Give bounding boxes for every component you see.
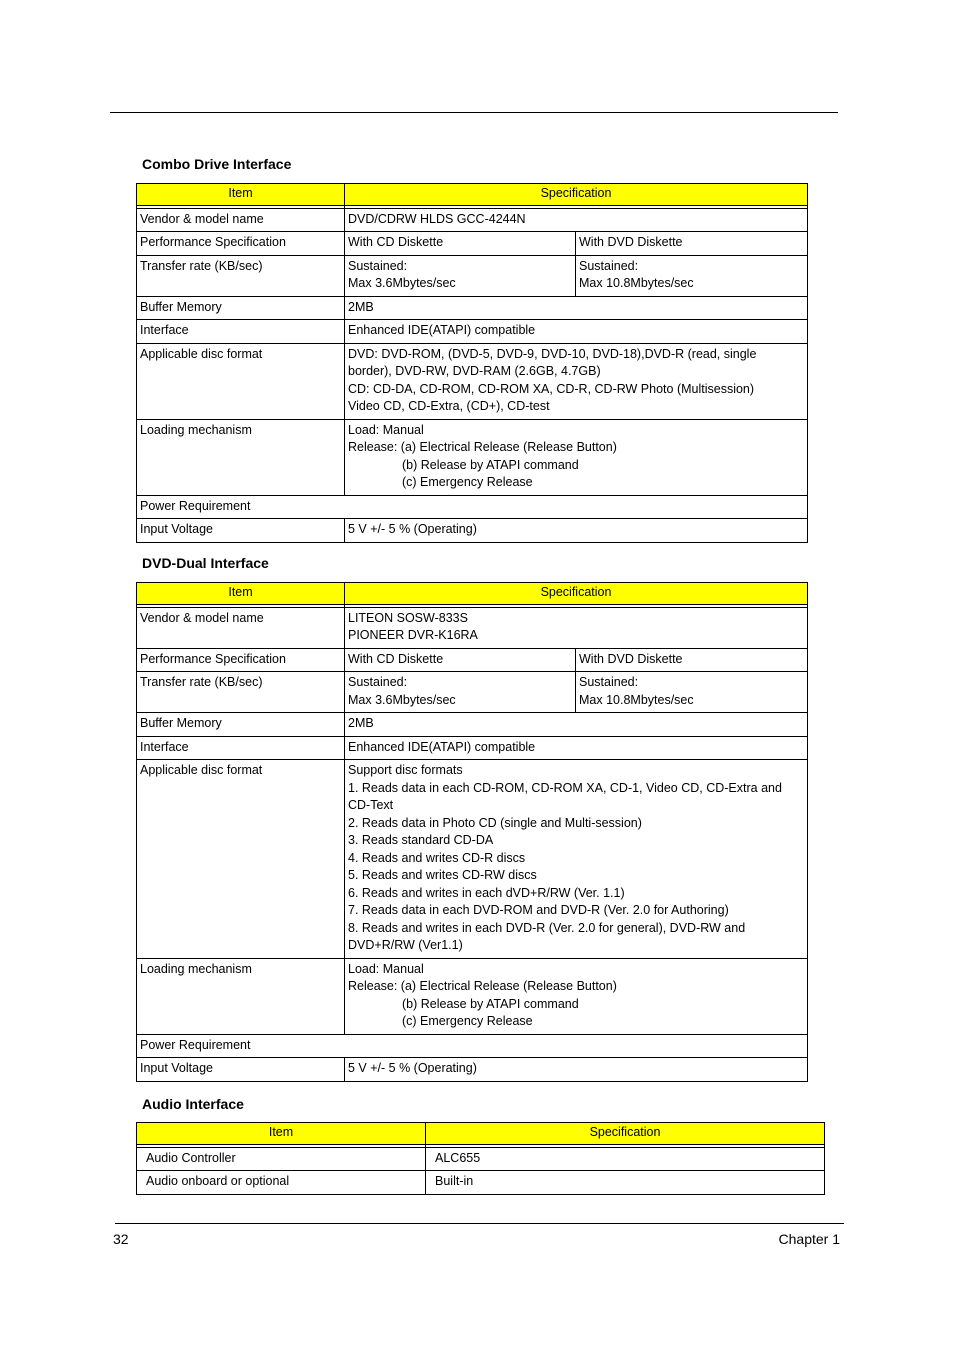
row-label: Performance Specification xyxy=(137,232,345,256)
row-value-cd: With CD Diskette xyxy=(345,232,576,256)
table-row xyxy=(137,607,808,648)
row-value: Enhanced IDE(ATAPI) compatible xyxy=(345,736,808,760)
table-header-row xyxy=(137,1123,825,1145)
table-row xyxy=(137,296,808,320)
table-row xyxy=(137,736,808,760)
combo-drive-table xyxy=(136,183,808,543)
row-value: Load: Manual Release: (a) Electrical Release (Release Button) (b) Release by ATAPI command (c) Emergency Release xyxy=(345,958,808,1034)
row-label: Buffer Memory xyxy=(137,296,345,320)
row-label: Power Requirement xyxy=(137,1034,808,1058)
row-label: Loading mechanism xyxy=(137,958,345,1034)
table-row xyxy=(137,343,808,419)
row-label: Vendor & model name xyxy=(137,208,345,232)
footer-rule xyxy=(115,1223,844,1224)
chapter-label: Chapter 1 xyxy=(778,1231,840,1247)
row-label: Applicable disc format xyxy=(137,760,345,959)
header-specification: Specification xyxy=(345,184,808,206)
row-value: DVD: DVD-ROM, (DVD-5, DVD-9, DVD-10, DVD-18),DVD-R (read, single border), DVD-RW, DVD-RAM (2.6GB, 4.7GB) CD: CD-DA, CD-ROM, CD-ROM XA, CD-R, CD-RW Photo (Multisession) Video CD, CD-Extra, (CD+), CD-test xyxy=(345,343,808,419)
row-value: 5 V +/- 5 % (Operating) xyxy=(345,1058,808,1082)
table-row xyxy=(137,958,808,1034)
row-label: Applicable disc format xyxy=(137,343,345,419)
table-row xyxy=(137,760,808,959)
header-item: Item xyxy=(137,184,345,206)
row-value-dvd: Sustained: Max 10.8Mbytes/sec xyxy=(576,255,808,296)
table-row xyxy=(137,320,808,344)
row-value: ALC655 xyxy=(426,1147,825,1171)
combo-section-title: Combo Drive Interface xyxy=(142,156,292,172)
row-label: Interface xyxy=(137,320,345,344)
row-label: Interface xyxy=(137,736,345,760)
table-row xyxy=(137,1034,808,1058)
table-row xyxy=(137,419,808,495)
top-rule xyxy=(110,112,838,113)
dual-section-title: DVD-Dual Interface xyxy=(142,555,269,571)
header-specification: Specification xyxy=(426,1123,825,1145)
row-value-dvd: With DVD Diskette xyxy=(576,648,808,672)
row-label: Buffer Memory xyxy=(137,713,345,737)
header-item: Item xyxy=(137,583,345,605)
page-number: 32 xyxy=(113,1231,129,1247)
header-item: Item xyxy=(137,1123,426,1145)
table-row xyxy=(137,255,808,296)
audio-section-title: Audio Interface xyxy=(142,1096,244,1112)
row-label: Input Voltage xyxy=(137,1058,345,1082)
row-value-dvd: With DVD Diskette xyxy=(576,232,808,256)
table-header-row xyxy=(137,583,808,605)
row-value: DVD/CDRW HLDS GCC-4244N xyxy=(345,208,808,232)
row-label: Audio onboard or optional xyxy=(137,1171,426,1195)
row-label: Transfer rate (KB/sec) xyxy=(137,255,345,296)
table-row xyxy=(137,1058,808,1082)
row-value: Load: Manual Release: (a) Electrical Release (Release Button) (b) Release by ATAPI command (c) Emergency Release xyxy=(345,419,808,495)
table-row xyxy=(137,713,808,737)
row-label: Vendor & model name xyxy=(137,607,345,648)
table-header-row xyxy=(137,184,808,206)
row-value: 2MB xyxy=(345,296,808,320)
table-row xyxy=(137,1147,825,1171)
table-row xyxy=(137,519,808,543)
row-label: Input Voltage xyxy=(137,519,345,543)
row-value-cd: With CD Diskette xyxy=(345,648,576,672)
dvd-dual-table xyxy=(136,582,808,1082)
row-value: 2MB xyxy=(345,713,808,737)
table-row xyxy=(137,495,808,519)
row-label: Power Requirement xyxy=(137,495,808,519)
row-value-cd: Sustained: Max 3.6Mbytes/sec xyxy=(345,672,576,713)
row-value-cd: Sustained: Max 3.6Mbytes/sec xyxy=(345,255,576,296)
header-specification: Specification xyxy=(345,583,808,605)
row-value: Built-in xyxy=(426,1171,825,1195)
row-value-dvd: Sustained: Max 10.8Mbytes/sec xyxy=(576,672,808,713)
row-label: Audio Controller xyxy=(137,1147,426,1171)
table-row xyxy=(137,1171,825,1195)
table-row xyxy=(137,672,808,713)
row-value: Enhanced IDE(ATAPI) compatible xyxy=(345,320,808,344)
row-label: Performance Specification xyxy=(137,648,345,672)
table-row xyxy=(137,232,808,256)
row-label: Transfer rate (KB/sec) xyxy=(137,672,345,713)
row-value: 5 V +/- 5 % (Operating) xyxy=(345,519,808,543)
row-label: Loading mechanism xyxy=(137,419,345,495)
table-row xyxy=(137,648,808,672)
table-row xyxy=(137,208,808,232)
audio-table xyxy=(136,1122,825,1195)
row-value: Support disc formats 1. Reads data in each CD-ROM, CD-ROM XA, CD-1, Video CD, CD-Extra and CD-Text 2. Reads data in Photo CD (single and Multi-session) 3. Reads standard CD-DA 4. Reads and writes CD-R discs 5. Reads and writes CD-RW discs 6. Reads and writes in each dVD+R/RW (Ver. 1.1) 7. Reads data in each DVD-ROM and DVD-R (Ver. 2.0 for Authoring) 8. Reads and writes in each DVD-R (Ver. 2.0 for general), DVD-RW and DVD+R/RW (Ver1.1) xyxy=(345,760,808,959)
row-value: LITEON SOSW-833S PIONEER DVR-K16RA xyxy=(345,607,808,648)
